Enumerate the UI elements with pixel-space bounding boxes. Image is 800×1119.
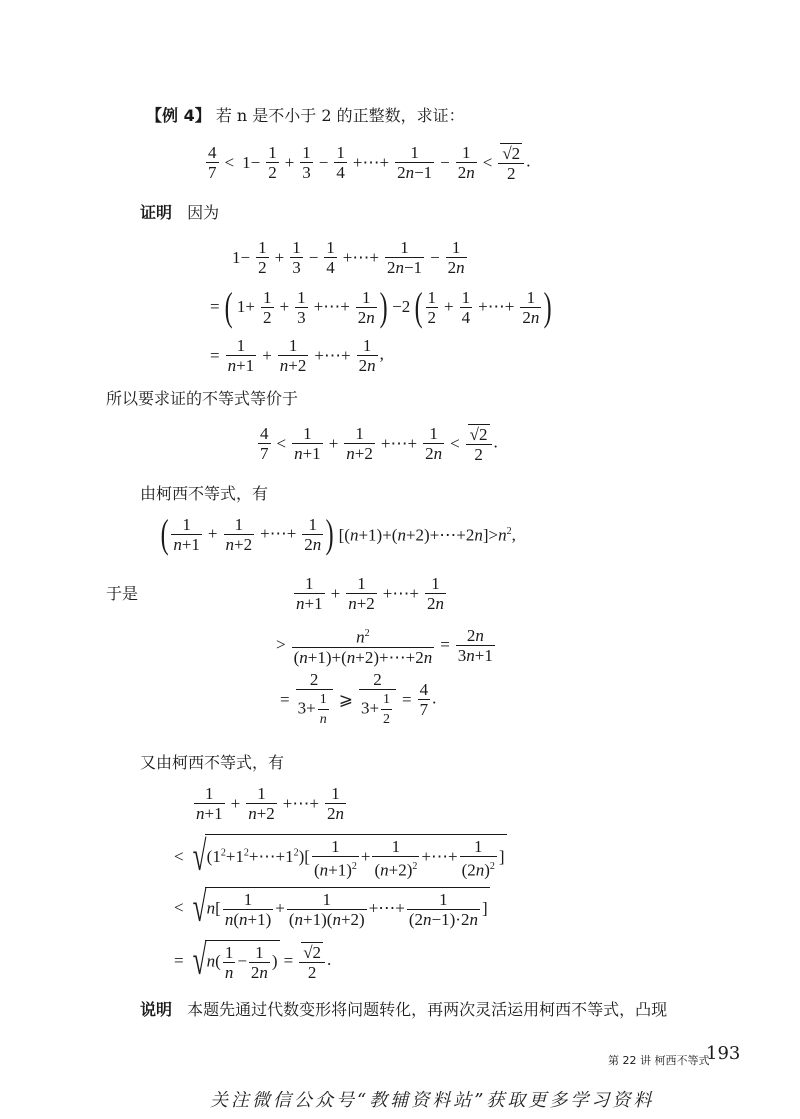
- watermark-text: 关注微信公众号“教辅资料站”获取更多学习资料: [210, 1090, 655, 1111]
- cauchy-text-2: 又由柯西不等式，有: [140, 753, 285, 772]
- cauchy2-line-4: = √n( $\frac{1}{n}$ − $\frac{1}{2n}$ ) = $\frac{√2}{2}$ .: [174, 938, 332, 984]
- yushi-line-2: > $\frac{n^2}{(n+1)+(n+2)+\cdots+2n}$ = $\frac{2n}{3n+1}$: [276, 625, 493, 667]
- example-heading: [146, 106, 465, 126]
- proof-intro: 因为: [187, 203, 220, 222]
- example-text: 若 n 是不小于 2 的正整数，求证：: [215, 106, 465, 125]
- cauchy-text-1: 由柯西不等式，有: [140, 484, 269, 503]
- equivalent-inequality: $\frac{4}{7}$ < $\frac{1}{n+1}$ + $\frac{1}{n+2}$ +⋯+ $\frac{1}{2n}$ < $\frac{√2}{2}$ .: [260, 424, 498, 465]
- footer-chapter: 第 22 讲 柯西不等式: [608, 1054, 710, 1067]
- proof-label: 证明: [140, 203, 173, 222]
- note-text: 本题先通过代数变形将问题转化，再两次灵活运用柯西不等式，凸现: [187, 1000, 668, 1019]
- proof-line-1: 1− $\frac{1}{2}$ + $\frac{1}{3}$ − $\frac{1}{4}$ +⋯+ $\frac{1}{2n-1}$ − $\frac{1}{2n}$: [232, 238, 465, 277]
- main-inequality: $\frac{4}{7}$ < 1− $\frac{1}{2}$ + $\frac{1}{3}$ − $\frac{1}{4}$ +⋯+ $\frac{1}{2n-1}$ − $\frac{1}{2n}$ < $\frac{√2}{2}$ .: [208, 143, 531, 184]
- note-label: 说明: [140, 1000, 173, 1019]
- proof-heading: [140, 203, 219, 223]
- cauchy2-line-3: < √n[ $\frac{1}{n(n+1)}$ + $\frac{1}{(n+1)(n+2)}$ +⋯+ $\frac{1}{(2n-1)\cdot 2n}$ ]: [174, 885, 488, 931]
- cauchy-inequality-1: ( $\frac{1}{n+1}$ + $\frac{1}{n+2}$ +⋯+ $\frac{1}{2n}$ ) $[(n+1)+(n+2)+\cdots+2n]>n^2$,: [160, 511, 516, 556]
- yushi-text: 于是: [106, 584, 139, 603]
- yushi-line-3: = 2 3+ $\frac{1}{n}$ ⩾ 2 3+ $\frac{1}{2}$ = $\frac{4}{7}$ .: [280, 670, 437, 727]
- yushi-line-1: $\frac{1}{n+1}$ + $\frac{1}{n+2}$ +⋯+ $\frac{1}{2n}$: [296, 574, 444, 613]
- page-number: 193: [706, 1043, 741, 1064]
- equiv-text: 所以要求证的不等式等价于: [106, 389, 299, 408]
- cauchy2-line-2: < $√(1^2+1^2+\cdots+1^2)$[ $\frac{1}{(n+1)^2}$ + $\frac{1}{(n+2)^2}$ +⋯+ $\frac{1}{(2n)^2}$ ]: [174, 833, 505, 880]
- example-label: 【例 4】: [146, 106, 211, 125]
- proof-line-2: = ( 1+ $\frac{1}{2}$ + $\frac{1}{3}$ +⋯+ $\frac{1}{2n}$ ) −2 ( $\frac{1}{2}$ + $\frac{1}{4}$ +⋯+ $\frac{1}{2n}$ ): [210, 284, 552, 329]
- cauchy2-line-1: $\frac{1}{n+1}$ + $\frac{1}{n+2}$ +⋯+ $\frac{1}{2n}$: [196, 784, 344, 823]
- note-paragraph: [140, 1000, 667, 1020]
- proof-line-3: = $\frac{1}{n+1}$ + $\frac{1}{n+2}$ +⋯+ $\frac{1}{2n}$ ,: [210, 336, 384, 375]
